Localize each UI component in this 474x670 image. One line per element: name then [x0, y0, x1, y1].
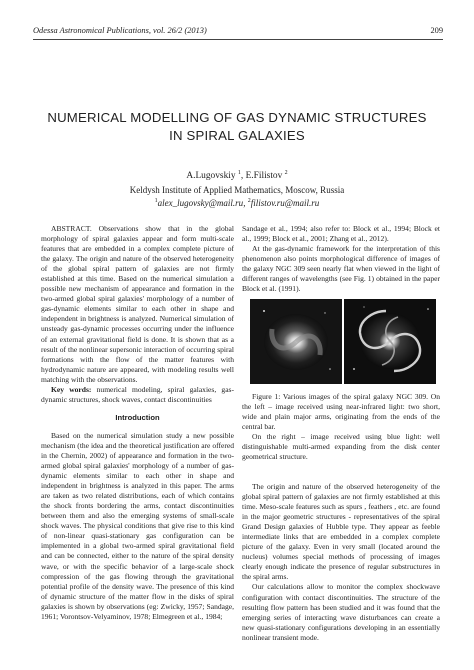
email-separator: ,	[243, 198, 248, 208]
paper-title-line-2: IN SPIRAL GALAXIES	[169, 128, 305, 143]
journal-name: Odessa Astronomical Publications, vol. 26/2 (2013)	[33, 26, 207, 35]
email-list	[40, 198, 434, 208]
keywords-label: Key words:	[51, 384, 92, 394]
right-column-body	[242, 482, 440, 643]
ngc309-paragraph: At the gas-dynamic framework for the interpretation of this phenomenon also points morphological difference of images of the galaxy NGC 309 seen nearly flat when viewed in the light of different ranges of wavelengths (see Fig. 1) obtained in the paper Block et al. (1991).	[242, 244, 440, 294]
section-heading-introduction: Introduction	[115, 412, 160, 422]
email-1[interactable]: alex_lugovsky@mail.ru	[157, 198, 244, 208]
figure-caption	[242, 392, 440, 462]
introduction-body: Based on the numerical simulation study a new possible mechanism (the idea and the theoretical justification are offered in the Chernin, 2002) of appearance and formation in the two-armed global spiral galaxies' morphology of a number of gas-dynamic elements similar to each other in shape and independent in brightness is analyzed in this paper. The arms are taken as two related distributions, each of which contains the shock fronts bordering the arms, contact discontinuities between them and also the emerging systems of small-scale shock waves. The physical conditions that give rise to this kind of non-linear quasi-stationary gas configuration can be implemented in a global two-armed spiral gravitational field and can be connected, either to the nature of the spiral density wave, or with the specific behavior of a large-scale shock compression of the gas flowing through the gravitational potential profile of the density wave. The presence of this kind of dynamic structure of the matter flow in the disks of spiral galaxies is shown by observations (eg: Zwicky, 1957; Sandage, 1961; Vorontsov-Velyaminov, 1978; Elmegreen et al., 1984;	[41, 430, 234, 621]
citations-continued: Sandage et al., 1994; also refer to: Block et al., 1994; Block et al., 1999; Block et al., 2001; Zhang et al., 2012).	[242, 224, 440, 244]
caption-paragraph-2: On the right – image received using blue light: well distinguishable multi-armed expanding from the disk center geometrical structure.	[242, 432, 440, 462]
galaxy-image-blue-light	[344, 299, 436, 384]
paper-title-line-1: NUMERICAL MODELLING OF GAS DYNAMIC STRUCTURES	[47, 110, 427, 125]
body-paragraph-2: Our calculations allow to monitor the complex shockwave configuration with contact discontinuities. The structure of the resulting flow pattern has been studied and it was found that the emerging series of interacting wave disturbances can create a new quasi-stationary configurations developing in an essentially nonlinear transient mode.	[242, 582, 440, 642]
body-paragraph-1: The origin and nature of the observed heterogeneity of the global spiral pattern of galaxies are not firmly established at this time. Meso-scale features such as spurs , feathers , etc. are found in the major geometric structures - representatives of the spiral Grand Design galaxies of Hubble type. They appear as feeble intermediate links that are embedded in a complex complete picture of the galaxy. Even in very small (located around the nucleus) volumes special methods of processing of images clearly enough indicate the presence of regular substructures in the spiral arms.	[242, 482, 440, 582]
keywords	[41, 385, 234, 405]
running-header	[33, 26, 443, 38]
caption-paragraph-1: Figure 1: Various images of the spiral galaxy NGC 309. On the left – image received using near-infrared light: two short, wide and plain major arms, originating from the ends of the central bar.	[242, 392, 440, 432]
header-rule	[33, 39, 443, 40]
author-1: A.Lugovskiy	[186, 171, 236, 182]
author-2-mark: 2	[284, 170, 288, 176]
author-2: E.Filistov	[245, 171, 283, 182]
email-2-mark: 2	[247, 198, 251, 204]
page-number: 209	[430, 26, 443, 35]
email-2[interactable]: filistov.ru@mail.ru	[250, 198, 320, 208]
affiliation: Keldysh Institute of Applied Mathematics, Moscow, Russia	[129, 185, 345, 195]
abstract: ABSTRACT. Observations show that in the global morphology of spiral galaxies appear and form multi-scale features that are embedded in a complex complete picture of the galaxy. The origin and nature of the observed heterogeneity of the global spiral pattern of galaxies are not firmly established at this time. Based on the numerical simulation a possible new mechanism of appearance and formation in the two-armed global spiral galaxies' morphology of a number of gas-dynamic elements similar to each other in shape and independent in brightness is analyzed. Numerical simulation of unsteady gas-dynamic processes occurring under the influence of an external gravitational field is done. It is shown that as a result of the nonlinear supersonic interaction of occurring spiral formations with the flow of the matter features with hydrodynamic nature are appeared, with modeling results well matching with the observations.	[41, 224, 234, 384]
keywords-text: numerical modeling, spiral galaxies, gas-dynamic structures, shock waves, contact discontinuities	[41, 384, 234, 404]
left-column	[41, 224, 234, 622]
author-separator: ,	[240, 171, 246, 182]
email-1-mark: 1	[154, 198, 158, 204]
right-column-top	[242, 224, 440, 294]
author-1-mark: 1	[237, 170, 241, 176]
galaxy-image-near-infrared	[250, 299, 342, 384]
author-list	[40, 170, 434, 181]
